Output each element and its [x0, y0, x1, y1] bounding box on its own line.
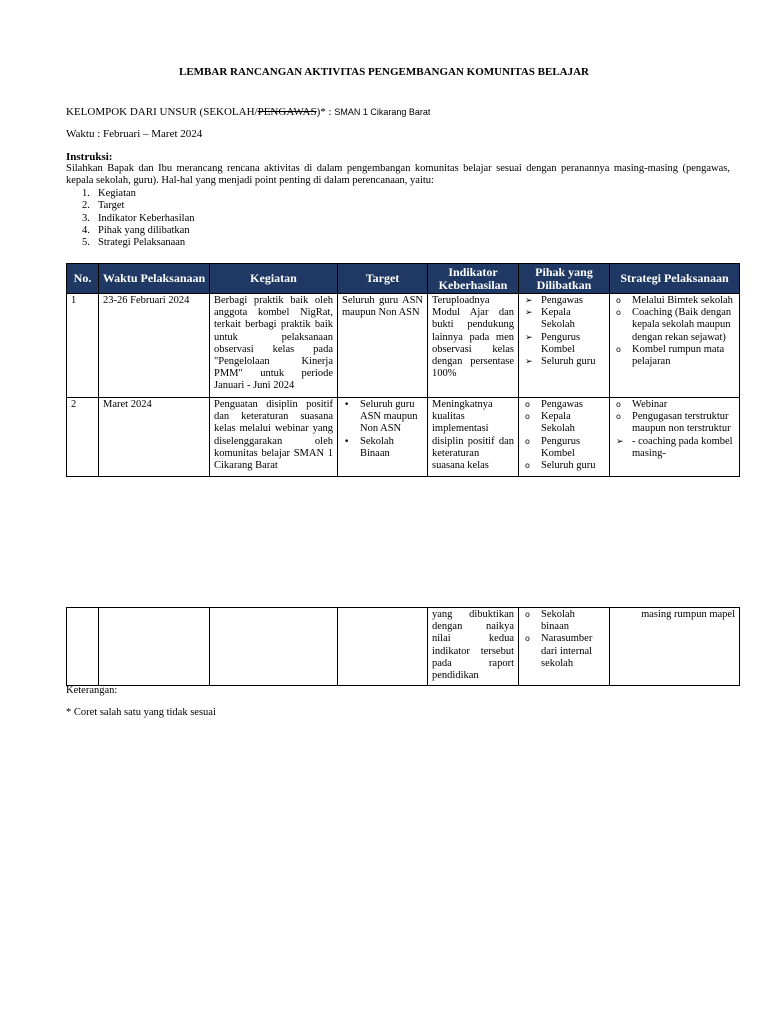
list-item-text: Kombel rumpun mata pelajaran [632, 343, 725, 368]
item-text: Pihak yang dilibatkan [98, 224, 190, 236]
arrow-bullet-icon: ➢ [525, 296, 533, 306]
cell-pihak [519, 398, 610, 477]
item-text: Target [98, 200, 125, 212]
strategi-list [614, 295, 735, 368]
instructions-item [82, 200, 195, 212]
list-item [523, 609, 605, 633]
list-item [523, 295, 605, 307]
list-item [342, 399, 423, 436]
circle-bullet-icon: o [525, 610, 530, 619]
pihak-list [523, 399, 605, 472]
circle-bullet-icon: o [525, 400, 530, 409]
item-number: 3. [82, 212, 90, 224]
group-label-suffix: )* : [316, 106, 335, 118]
cell-strategi [610, 398, 740, 477]
cell-kegiatan: Penguatan disiplin positif dan keteraturan suasana kelas melalui webinar yang diselenggarakan oleh komunitas belajar SMAN 1 Cikarang Barat [210, 398, 338, 477]
header-target: Target [338, 264, 428, 294]
waktu-line: Waktu : Februari – Maret 2024 [66, 128, 203, 140]
cell-indikator: Meningkatnya kualitas implementasi disiplin positif dan keteraturan suasana kelas [428, 398, 519, 477]
activity-table [66, 263, 740, 477]
instructions-item [82, 213, 195, 225]
strategi-list [614, 399, 735, 460]
cell-waktu [99, 608, 210, 686]
circle-bullet-icon: o [616, 296, 621, 305]
list-item [614, 399, 735, 411]
list-item-text: Seluruh guru [541, 356, 596, 368]
item-number: 1. [82, 188, 90, 199]
item-text: Indikator Keberhasilan [98, 212, 195, 224]
list-item [614, 307, 735, 344]
arrow-bullet-icon: ➢ [616, 436, 624, 447]
item-number: 2. [82, 200, 90, 212]
circle-bullet-icon: o [616, 412, 621, 422]
document-title: LEMBAR RANCANGAN AKTIVITAS PENGEMBANGAN KOMUNITAS BELAJAR [179, 66, 589, 78]
instructions-heading: Instruksi: [66, 151, 113, 163]
arrow-bullet-icon: ➢ [525, 357, 533, 368]
group-label-struck: PENGAWAS [257, 106, 317, 118]
list-item [614, 411, 735, 435]
list-item-text: Coaching (Baik dengan kepala sekolah maupun dengan rekan sejawat) [632, 307, 732, 343]
table-row [67, 294, 740, 398]
cell-target: Seluruh guru ASN maupun Non ASN [338, 294, 428, 398]
cell-waktu: Maret 2024 [99, 398, 210, 477]
list-item [523, 332, 605, 356]
list-item-text: Kepala Sekolah [541, 307, 575, 331]
list-item-text: Seluruh guru ASN maupun Non ASN [360, 399, 418, 435]
instructions-list [82, 188, 195, 249]
table-row [67, 608, 740, 686]
list-item [342, 436, 423, 460]
list-item [523, 436, 605, 460]
cell-no: 1 [67, 294, 99, 398]
list-item-text: Sekolah binaan [541, 609, 575, 633]
list-item-text: Pengugasan terstruktur maupun non terstruktur [632, 411, 731, 435]
school-name: SMAN 1 Cikarang Barat [334, 107, 431, 117]
circle-bullet-icon: o [616, 400, 621, 409]
cell-pihak [519, 294, 610, 398]
list-item-text: Pengurus Kombel [541, 435, 581, 459]
cell-no: 2 [67, 398, 99, 477]
header-waktu: Waktu Pelaksanaan [99, 264, 210, 294]
arrow-bullet-icon: ➢ [525, 332, 533, 343]
circle-bullet-icon: o [525, 634, 530, 644]
cell-no [67, 608, 99, 686]
item-text: Kegiatan [98, 188, 136, 199]
circle-bullet-icon: o [616, 308, 621, 318]
list-item-text: Sekolah Binaan [360, 435, 394, 459]
cell-indikator: yang dibuktikan dengan naikya nilai kedua indikator tersebut pada raport pendidikan [428, 608, 519, 686]
list-item-text: Pengawas [541, 399, 583, 410]
target-list [342, 399, 423, 460]
list-item-text: Melalui Bimtek sekolah [632, 295, 733, 306]
cell-strategi: masing rumpun mapel [610, 608, 740, 686]
circle-bullet-icon: o [525, 436, 530, 446]
list-item [614, 295, 735, 307]
list-item [523, 460, 605, 472]
cell-indikator: Teruploadnya Modul Ajar dan bukti pendukung lainnya pada men observasi kelas dengan persentase 100% [428, 294, 519, 398]
list-item-text: Pengurus Kombel [541, 331, 581, 355]
instructions-item [82, 188, 195, 200]
cell-target [338, 608, 428, 686]
pihak-list [523, 295, 605, 368]
cell-waktu: 23-26 Februari 2024 [99, 294, 210, 398]
table-row [67, 398, 740, 477]
item-number: 5. [82, 237, 90, 249]
group-label-prefix: KELOMPOK DARI UNSUR (SEKOLAH/ [66, 106, 258, 118]
instructions-text: Silahkan Bapak dan Ibu merancang rencana aktivitas di dalam pengembangan komunitas belajar sesuai dengan peranannya masing-masing (pengawas, kepala sekolah, guru). Hal-hal yang menjadi point penting di dalam perencanaan, yaitu: [66, 163, 730, 187]
cell-kegiatan [210, 608, 338, 686]
list-item-text: Kepala Sekolah [541, 411, 575, 435]
item-text: Strategi Pelaksanaan [98, 237, 186, 249]
pihak-list [523, 609, 605, 670]
list-item [523, 399, 605, 411]
list-item [614, 436, 735, 460]
dot-bullet-icon: • [344, 400, 350, 410]
table-header-row [67, 264, 740, 294]
list-item [523, 633, 605, 670]
dot-bullet-icon: • [344, 436, 350, 447]
list-item [523, 356, 605, 368]
cell-target [338, 398, 428, 477]
circle-bullet-icon: o [525, 461, 530, 471]
cell-pihak [519, 608, 610, 686]
header-no: No. [67, 264, 99, 294]
list-item-text: - coaching pada kombel masing- [632, 435, 733, 459]
cell-kegiatan: Berbagi praktik baik oleh anggota kombel NigRat, terkait berbagi praktik baik untuk pelaksanaan observasi kelas pada "Pengelolaan Kinerja PMM" untuk periode Januari - Juni 2024 [210, 294, 338, 398]
header-strategi: Strategi Pelaksanaan [610, 264, 740, 294]
instructions-item [82, 225, 195, 237]
footnote: * Coret salah satu yang tidak sesuai [66, 707, 216, 718]
header-kegiatan: Kegiatan [210, 264, 338, 294]
list-item-text: Seluruh guru [541, 460, 596, 472]
arrow-bullet-icon: ➢ [525, 308, 533, 319]
circle-bullet-icon: o [616, 344, 621, 354]
list-item [523, 307, 605, 331]
list-item [614, 344, 735, 368]
circle-bullet-icon: o [525, 412, 530, 422]
cell-strategi [610, 294, 740, 398]
item-number: 4. [82, 224, 90, 236]
activity-table-continued [66, 607, 740, 686]
header-pihak: Pihak yang Dilibatkan [519, 264, 610, 294]
list-item [523, 411, 605, 435]
list-item-text: Webinar [632, 399, 668, 410]
list-item-text: Narasumber dari internal sekolah [541, 633, 593, 669]
instructions-item [82, 237, 195, 249]
list-item-text: Pengawas [541, 295, 583, 306]
header-indikator: Indikator Keberhasilan [428, 264, 519, 294]
keterangan-label: Keterangan: [66, 685, 118, 696]
group-line [66, 106, 430, 118]
